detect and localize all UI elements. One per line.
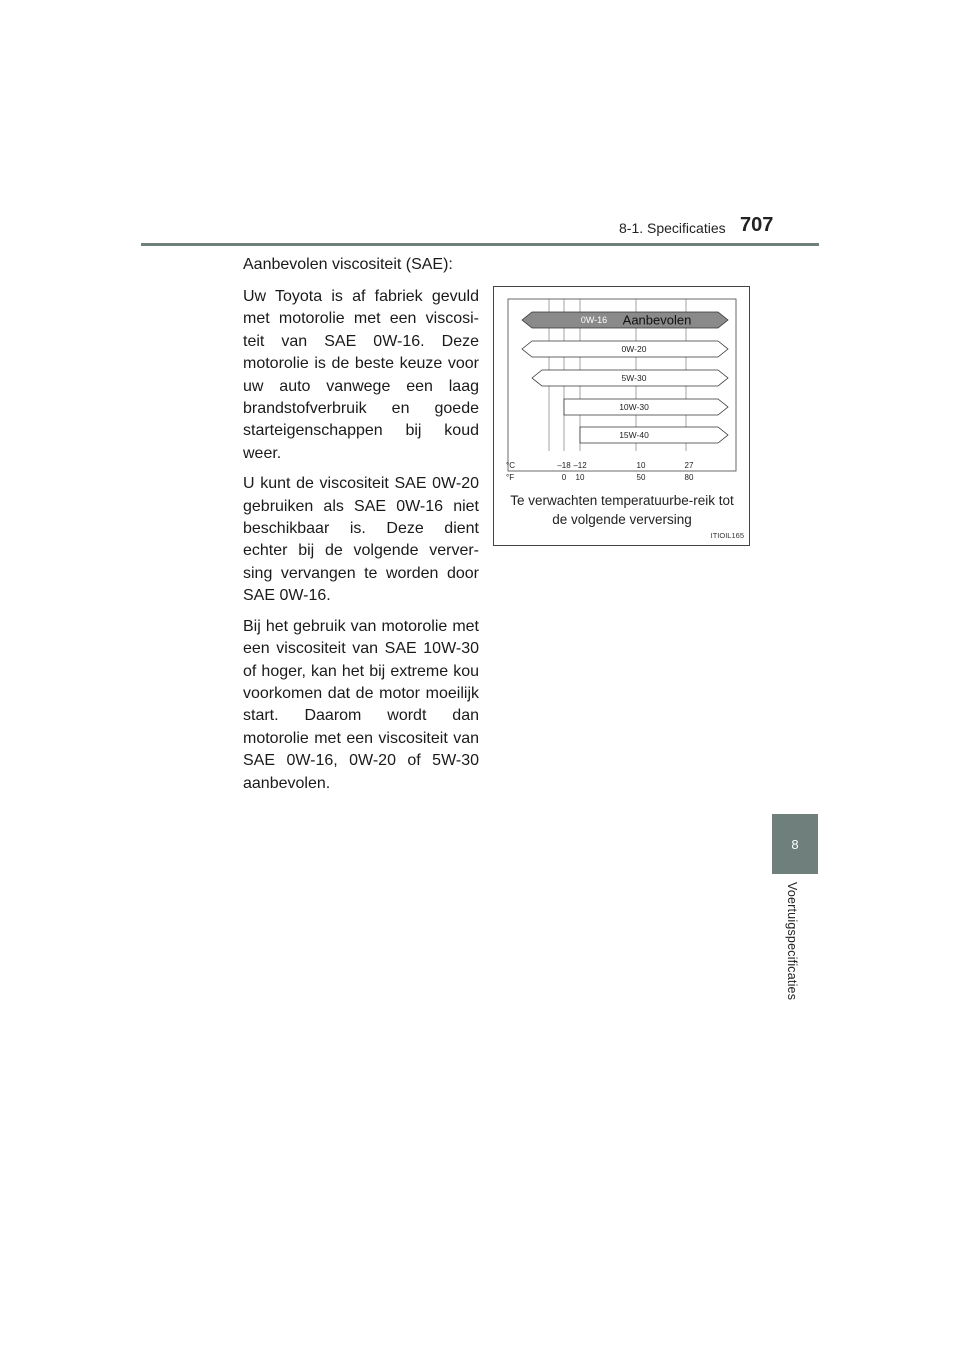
chapter-number: 8 xyxy=(791,836,799,852)
figure-code: ITIOIL165 xyxy=(710,531,744,540)
celsius-unit: °C xyxy=(506,461,515,470)
band-label: 0W-20 xyxy=(621,344,647,354)
chapter-label: Voertuigspecificaties xyxy=(785,882,799,1001)
band-label: 5W-30 xyxy=(621,373,647,383)
celsius-tick: 27 xyxy=(684,461,694,470)
band-label: 15W-40 xyxy=(619,430,649,440)
fahrenheit-tick: 0 xyxy=(561,473,567,482)
paragraph: Bij het gebruik van motorolie met een viscositeit van SAE 10W-30 of hoger, kan het bij extreme kou voorkomen dat de motor moeilijk start. Daarom wordt dan motorolie met een viscositeit van SAE 0W-16, 0W-20 of 5W-30 aanbevolen. xyxy=(243,617,479,792)
lead-line: Aanbevolen viscositeit (SAE): xyxy=(243,256,453,273)
fahrenheit-tick: 10 xyxy=(575,473,585,482)
band-label: 10W-30 xyxy=(619,402,649,412)
page-number: 707 xyxy=(740,214,774,236)
fahrenheit-tick: 80 xyxy=(684,473,694,482)
header-rule xyxy=(141,243,819,246)
body-text xyxy=(243,254,479,803)
band-label: 0W-16 xyxy=(580,315,608,325)
paragraph: Uw Toyota is af fabriek gevuld met motorolie met een viscosi-teit van SAE 0W-16. Deze motorolie is de beste keuze voor uw auto vanwege een laag brandstofverbruik en goede starteigenschappen bij koud weer. xyxy=(243,288,479,462)
chapter-tab[interactable] xyxy=(772,814,818,874)
fahrenheit-tick: 50 xyxy=(636,473,646,482)
viscosity-band xyxy=(580,427,728,443)
figure-caption: Te verwachten temperatuurbe-reik tot de volgende verversing xyxy=(510,493,734,527)
fahrenheit-unit: °F xyxy=(506,473,515,482)
paragraph: U kunt de viscositeit SAE 0W-20 gebruiken als SAE 0W-16 niet beschikbaar is. Deze dient echter bij de volgende verver-sing vervangen te worden door SAE 0W-16. xyxy=(243,475,479,605)
header-section: 8-1. Specificaties xyxy=(619,220,726,236)
celsius-tick: 10 xyxy=(636,461,646,470)
recommended-tag: Aanbevolen xyxy=(622,312,692,328)
celsius-tick: –12 xyxy=(573,461,587,470)
viscosity-figure xyxy=(493,286,750,546)
celsius-tick: –18 xyxy=(557,461,571,470)
